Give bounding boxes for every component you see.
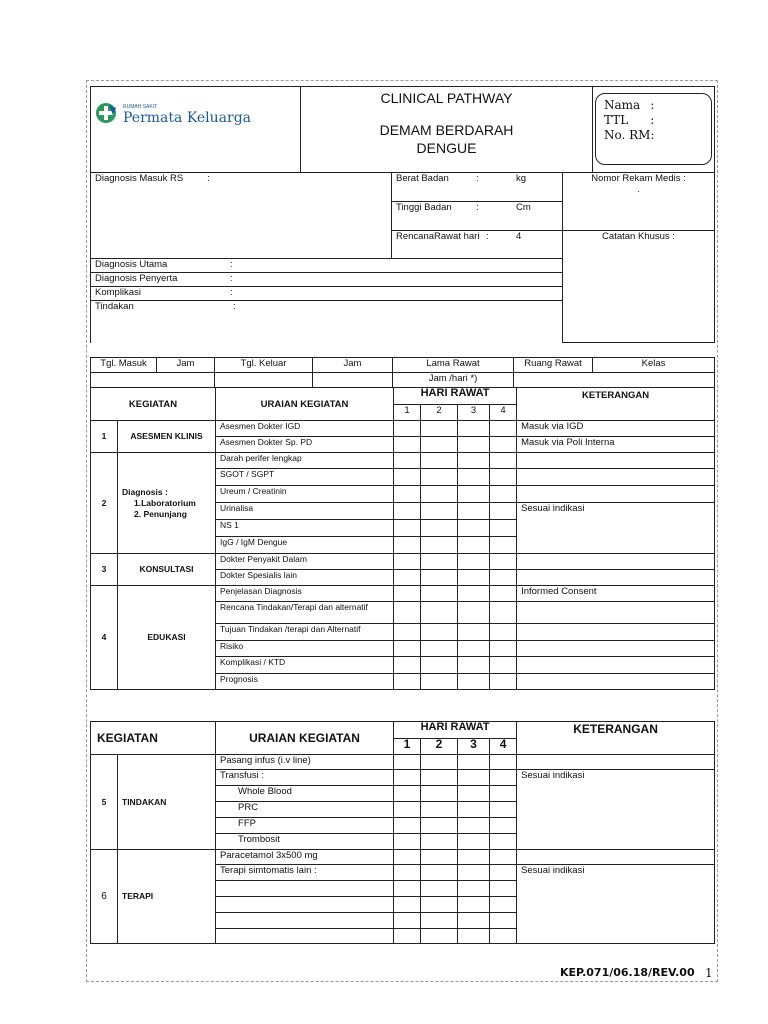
patient-box: Nama : TTL : No. RM: (595, 93, 712, 165)
r2-item-2: Ureum / Creatinin (216, 486, 394, 503)
tgl-keluar-value (215, 373, 313, 388)
r2-ket: Sesuai indikasi (517, 503, 715, 554)
day-2-b: 2 (421, 739, 458, 755)
r6-ket: Sesuai indikasi (517, 865, 715, 944)
r6-item-blank-2 (216, 897, 394, 913)
activity-table-1 (90, 387, 715, 690)
jam-label-1: Jam (157, 358, 215, 373)
patient-cell (593, 87, 715, 173)
catatan-cell: Catatan Khusus : (563, 231, 715, 343)
r4-item-5: Prognosis (216, 674, 394, 690)
patient-ttl-label: TTL (604, 113, 629, 127)
r6-item-1: Terapi simtomatis lain : (216, 865, 394, 881)
diag-masuk-cell: Diagnosis Masuk RS : (91, 173, 392, 259)
r4-item-2: Tujuan Tindakan /terapi dan Alternatif (216, 624, 394, 641)
info-table (90, 172, 715, 343)
r5-item-0: Pasang infus (i.v line) (216, 755, 394, 770)
r6-item-blank-1 (216, 881, 394, 897)
activity-table-2 (90, 721, 715, 944)
patient-nama-label: Nama (604, 98, 641, 112)
rencana-cell: RencanaRawat hari : 4 (392, 231, 563, 259)
no-rekam-cell: Nomor Rekam Medis : . (563, 173, 715, 231)
row5-name: TINDAKAN (118, 755, 216, 850)
berat-cell: Berat Badan : kg (392, 173, 563, 202)
logo-cell (91, 87, 301, 173)
kelas-label: Kelas (593, 358, 715, 373)
day-1: 1 (394, 405, 421, 421)
day-2: 2 (421, 405, 458, 421)
tgl-keluar-label: Tgl. Keluar (215, 358, 313, 373)
day-4-b: 4 (490, 739, 517, 755)
r2-item-0: Darah perifer lengkap (216, 453, 394, 469)
row6-name: TERAPI (118, 850, 216, 944)
ruang-value (514, 373, 715, 388)
hari-rawat-header: HARI RAWAT (394, 388, 517, 405)
lama-rawat-value: Jam /hari *) (393, 373, 514, 388)
r1-ket-0: Masuk via IGD (517, 421, 715, 437)
day-3-b: 3 (458, 739, 490, 755)
row6-no: 6 (91, 850, 118, 944)
komplikasi-row: Komplikasi : (91, 287, 563, 301)
row1-no: 1 (91, 421, 118, 453)
r6-item-0: Paracetamol 3x500 mg (216, 850, 394, 865)
row4-no: 4 (91, 586, 118, 690)
r5-item-5: Trombosit (216, 834, 394, 850)
day-3: 3 (458, 405, 490, 421)
kegiatan-header-2: KEGIATAN (91, 722, 216, 755)
r5-item-4: FFP (216, 818, 394, 834)
r3-item-1: Dokter Spesialis lain (216, 570, 394, 586)
title-disease: DEMAM BERDARAH (379, 122, 514, 138)
r2-item-4: NS 1 (216, 520, 394, 537)
r4-item-0: Penjelasan Diagnosis (216, 586, 394, 602)
kegiatan-header: KEGIATAN (91, 388, 216, 421)
uraian-header-2: URAIAN KEGIATAN (216, 722, 394, 755)
r3-item-0: Dokter Penyakit Dalam (216, 554, 394, 570)
hari-rawat-header-2: HARI RAWAT (394, 722, 517, 739)
logo-small-text: RUMAH SAKIT (123, 103, 158, 110)
row2-name: Diagnosis : 1.Laboratorium 2. Penunjang (118, 453, 216, 554)
logo-name: Permata Keluarga (123, 109, 252, 126)
row5-no: 5 (91, 755, 118, 850)
diag-penyerta-row: Diagnosis Penyerta : (91, 273, 563, 287)
row3-no: 3 (91, 554, 118, 586)
r4-item-3: Risiko (216, 641, 394, 657)
r1-ket-1: Masuk via Poli Interna (517, 437, 715, 453)
keterangan-header: KETERANGAN (517, 388, 715, 421)
r2-item-1: SGOT / SGPT (216, 469, 394, 486)
tinggi-cell: Tinggi Badan : Cm (392, 202, 563, 231)
tgl-masuk-label: Tgl. Masuk (91, 358, 157, 373)
title-disease-2: DENGUE (416, 140, 477, 156)
footer-code: KEP.071/06.18/REV.00 (560, 966, 695, 979)
r1-item-0: Asesmen Dokter IGD (216, 421, 394, 437)
title-clinical-pathway: CLINICAL PATHWAY (380, 90, 513, 106)
tindakan-row: Tindakan : (91, 301, 563, 343)
r2-item-3: Urinalisa (216, 503, 394, 520)
r5-item-3: PRC (216, 802, 394, 818)
r4-ket: Informed Consent (517, 586, 715, 602)
page-number: 1 (705, 966, 713, 980)
lama-rawat-label: Lama Rawat (393, 358, 514, 373)
r4-item-1: Rencana Tindakan/Terapi dan alternatif (216, 602, 394, 624)
row2-no: 2 (91, 453, 118, 554)
day-1-b: 1 (394, 739, 421, 755)
r5-item-2: Whole Blood (216, 786, 394, 802)
r6-item-blank-4 (216, 929, 394, 944)
r1-item-1: Asesmen Dokter Sp. PD (216, 437, 394, 453)
r6-item-blank-3 (216, 913, 394, 929)
jam-label-2: Jam (313, 358, 393, 373)
keterangan-header-2: KETERANGAN (517, 722, 715, 755)
day-4: 4 (490, 405, 517, 421)
row4-name: EDUKASI (118, 586, 216, 690)
r5-item-1: Transfusi : (216, 770, 394, 786)
r2-item-5: IgG / IgM Dengue (216, 537, 394, 554)
patient-norm-label: No. RM: (604, 128, 655, 142)
diag-utama-row: Diagnosis Utama : (91, 259, 563, 273)
title-cell (301, 87, 593, 173)
uraian-header: URAIAN KEGIATAN (216, 388, 394, 421)
ruang-rawat-label: Ruang Rawat (514, 358, 593, 373)
header-table (90, 86, 715, 173)
jam-keluar-value (313, 373, 393, 388)
r4-item-4: Komplikasi / KTD (216, 657, 394, 674)
row3-name: KONSULTASI (118, 554, 216, 586)
dates-table (90, 357, 715, 388)
tgl-masuk-value (91, 373, 215, 388)
row1-name: ASESMEN KLINIS (118, 421, 216, 453)
r5-ket: Sesuai indikasi (517, 770, 715, 850)
hospital-logo-icon (95, 102, 117, 124)
